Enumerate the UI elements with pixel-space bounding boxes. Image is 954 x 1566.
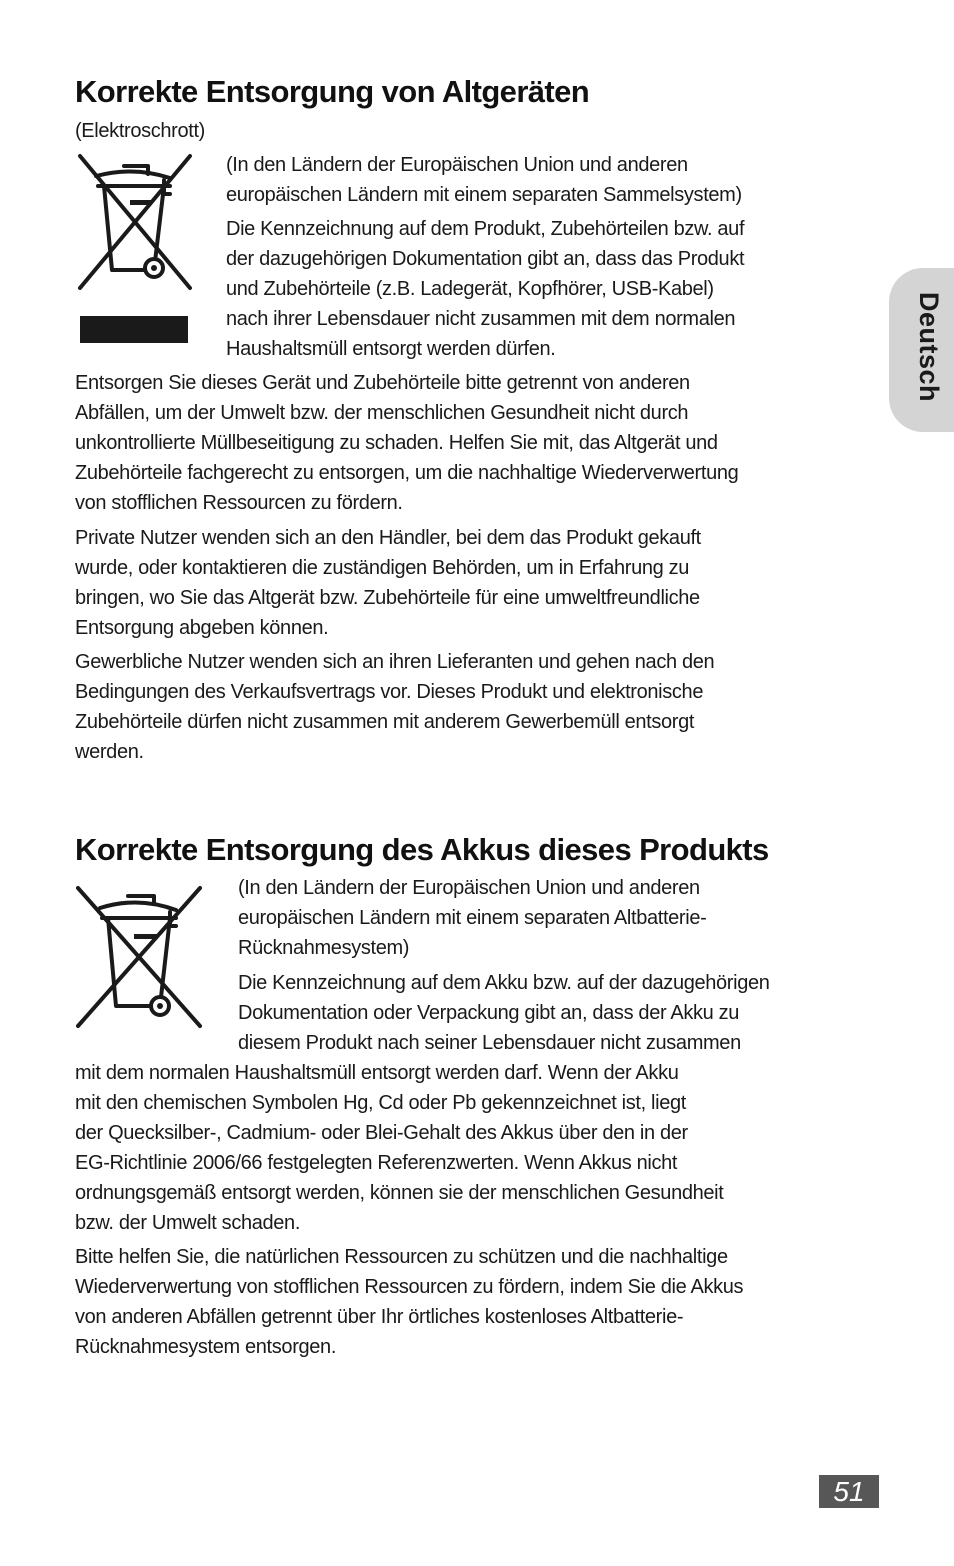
text-line: ordnungsgemäß entsorgt werden, können sie der menschlichen Gesundheit	[75, 1182, 724, 1204]
text-line: Dokumentation oder Verpackung gibt an, dass der Akku zu	[238, 1002, 740, 1024]
text-line: mit dem normalen Haushaltsmüll entsorgt werden darf. Wenn der Akku	[75, 1062, 679, 1084]
crossed-out-wheelie-bin-icon	[74, 884, 208, 1030]
text-line: Abfällen, um der Umwelt bzw. der menschlichen Gesundheit nicht durch	[75, 402, 689, 424]
section1-paragraph3	[75, 647, 714, 767]
section2-paragraph2	[75, 1242, 743, 1362]
text-line: bringen, wo Sie das Altgerät bzw. Zubehörteile für eine umweltfreundliche	[75, 587, 700, 609]
text-line: Gewerbliche Nutzer wenden sich an ihren Lieferanten und gehen nach den	[75, 651, 715, 673]
language-tab-label: Deutsch	[914, 292, 944, 403]
section2-continuation	[75, 1058, 723, 1238]
page-number: 51	[819, 1475, 879, 1508]
crossed-out-wheelie-bin-icon	[74, 152, 196, 294]
text-line: bzw. der Umwelt schaden.	[75, 1212, 301, 1234]
section1-intro	[226, 150, 742, 210]
text-line: Entsorgung abgeben können.	[75, 617, 329, 639]
text-line: (In den Ländern der Europäischen Union und anderen	[238, 877, 700, 899]
section2-intro	[238, 873, 706, 963]
text-line: (In den Ländern der Europäischen Union und anderen	[226, 154, 688, 176]
text-line: EG-Richtlinie 2006/66 festgelegten Referenzwerten. Wenn Akkus nicht	[75, 1152, 678, 1174]
text-line: und Zubehörteile (z.B. Ladegerät, Kopfhörer, USB-Kabel)	[226, 278, 714, 300]
text-line: Die Kennzeichnung auf dem Produkt, Zubehörteilen bzw. auf	[226, 218, 745, 240]
text-line: werden.	[75, 741, 144, 763]
text-line: der dazugehörigen Dokumentation gibt an, dass das Produkt	[226, 248, 745, 270]
section1-paragraph1	[75, 368, 738, 518]
text-line: Bitte helfen Sie, die natürlichen Ressourcen zu schützen und die nachhaltige	[75, 1246, 728, 1268]
text-line: europäischen Ländern mit einem separaten Sammelsystem)	[226, 184, 742, 206]
text-line: Zubehörteile fachgerecht zu entsorgen, um die nachhaltige Wiederverwertung	[75, 462, 739, 484]
section-subtitle: (Elektroschrott)	[75, 120, 205, 142]
text-line: wurde, oder kontaktieren die zuständigen Behörden, um in Erfahrung zu	[75, 557, 690, 579]
text-line: Entsorgen Sie dieses Gerät und Zubehörteile bitte getrennt von anderen	[75, 372, 690, 394]
text-line: Private Nutzer wenden sich an den Händler, bei dem das Produkt gekauft	[75, 527, 701, 549]
text-line: Wiederverwertung von stofflichen Ressourcen zu fördern, indem Sie die Akkus	[75, 1276, 744, 1298]
section1-paragraph2	[75, 523, 701, 643]
text-line: diesem Produkt nach seiner Lebensdauer nicht zusammen	[238, 1032, 741, 1054]
section1-marking	[226, 214, 744, 364]
text-line: Zubehörteile dürfen nicht zusammen mit anderem Gewerbemüll entsorgt	[75, 711, 695, 733]
text-line: Rücknahmesystem entsorgen.	[75, 1336, 337, 1358]
text-line: Die Kennzeichnung auf dem Akku bzw. auf der dazugehörigen	[238, 972, 770, 994]
solid-bar-mark	[80, 316, 188, 343]
section-title-altgeraete: Korrekte Entsorgung von Altgeräten	[75, 74, 590, 109]
text-line: von stofflichen Ressourcen zu fördern.	[75, 492, 403, 514]
text-line: von anderen Abfällen getrennt über Ihr örtliches kostenloses Altbatterie-	[75, 1306, 684, 1328]
text-line: mit den chemischen Symbolen Hg, Cd oder Pb gekennzeichnet ist, liegt	[75, 1092, 686, 1114]
text-line: europäischen Ländern mit einem separaten Altbatterie-	[238, 907, 707, 929]
text-line: Rücknahmesystem)	[238, 937, 410, 959]
section2-marking	[238, 968, 770, 1058]
text-line: unkontrollierte Müllbeseitigung zu schaden. Helfen Sie mit, das Altgerät und	[75, 432, 718, 454]
text-line: Bedingungen des Verkaufsvertrags vor. Dieses Produkt und elektronische	[75, 681, 704, 703]
text-line: Haushaltsmüll entsorgt werden dürfen.	[226, 338, 556, 360]
text-line: der Quecksilber-, Cadmium- oder Blei-Gehalt des Akkus über den in der	[75, 1122, 688, 1144]
text-line: nach ihrer Lebensdauer nicht zusammen mit dem normalen	[226, 308, 736, 330]
section-title-akku: Korrekte Entsorgung des Akkus dieses Produkts	[75, 832, 769, 867]
